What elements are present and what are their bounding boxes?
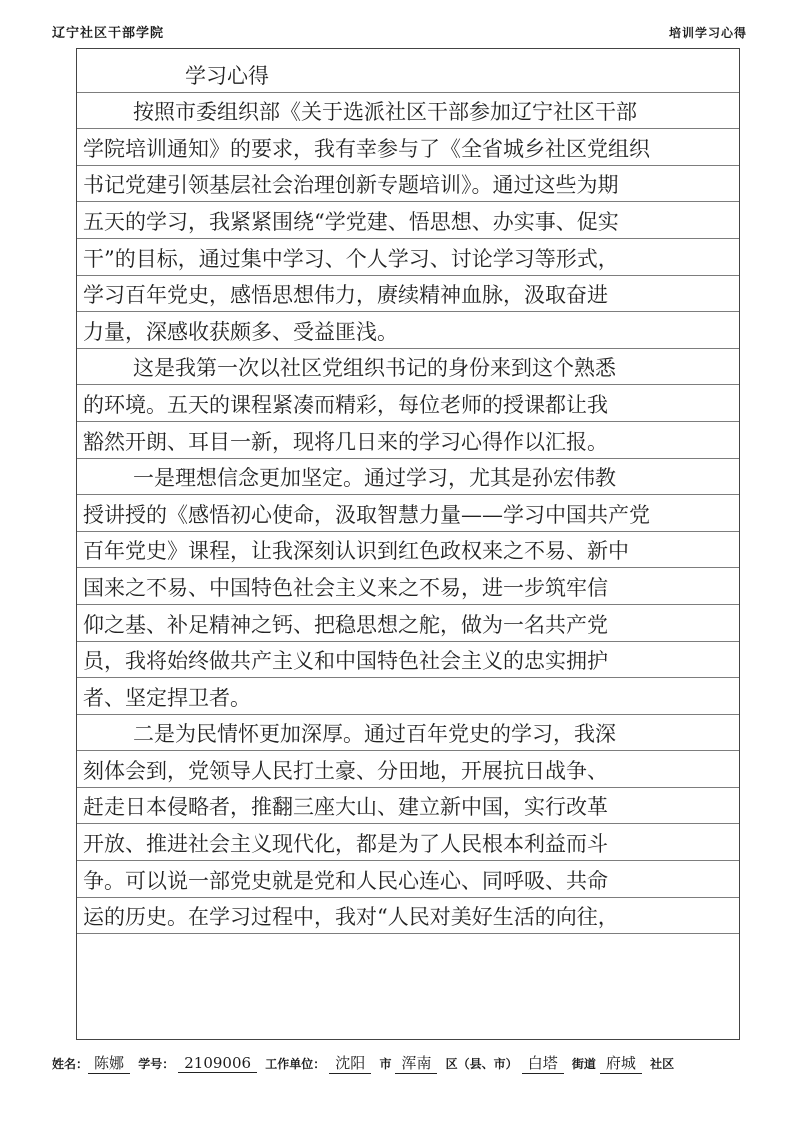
essay-line (77, 56, 739, 93)
essay-line-text: 员，我将始终做共产主义和中国特色社会主义的忠实拥护 (83, 649, 608, 674)
essay-line (77, 276, 739, 313)
essay-line-text: 一是理想信念更加坚定。通过学习，尤其是孙宏伟教 (133, 466, 616, 491)
essay-line-text: 豁然开朗、耳目一新，现将几日来的学习心得作以汇报。 (83, 429, 608, 454)
essay-line-text: 按照市委组织部《关于选派社区干部参加辽宁社区干部 (133, 100, 637, 125)
student-id-value: 2109006 (178, 1054, 257, 1073)
essay-line-text: 干”的目标，通过集中学习、个人学习、讨论学习等形式， (83, 246, 619, 271)
essay-line (77, 824, 739, 861)
essay-title: 学习心得 (185, 63, 269, 88)
essay-line-text: 这是我第一次以社区党组织书记的身份来到这个熟悉 (133, 356, 616, 381)
essay-line-text: 授讲授的《感悟初心使命，汲取智慧力量——学习中国共产党 (83, 502, 650, 527)
essay-line (77, 788, 739, 825)
essay-line-text: 者、坚定捍卫者。 (83, 685, 251, 710)
essay-line-text: 力量，深感收获颇多、受益匪浅。 (83, 319, 398, 344)
essay-line (77, 495, 739, 532)
essay-line (77, 459, 739, 496)
essay-line (77, 202, 739, 239)
street-value: 白塔 (522, 1052, 564, 1074)
name-value: 陈娜 (88, 1052, 130, 1074)
essay-line (77, 898, 739, 935)
essay-line (77, 312, 739, 349)
essay-line-text: 百年党史》课程，让我深刻认识到红色政权来之不易、新中 (83, 539, 629, 564)
city-label: 市 (379, 1057, 392, 1071)
student-id-label: 学号： (138, 1057, 175, 1071)
essay-line-text: 国来之不易、中国特色社会主义来之不易，进一步筑牢信 (83, 575, 608, 600)
essay-line-text: 二是为民情怀更加深厚。通过百年党史的学习，我深 (133, 722, 616, 747)
city-value: 沈阳 (329, 1052, 371, 1074)
essay-line (77, 385, 739, 422)
essay-line-text: 五天的学习，我紧紧围绕“学党建、悟思想、办实事、促实 (83, 209, 619, 234)
essay-line (77, 93, 739, 130)
essay-line (77, 861, 739, 898)
document-type: 培训学习心得 (668, 26, 747, 40)
essay-line-text: 开放、推进社会主义现代化，都是为了人民根本利益而斗 (83, 832, 608, 857)
institution-name: 辽宁社区干部学院 (52, 26, 165, 41)
essay-line-text: 学习百年党史，感悟思想伟力，赓续精神血脉，汲取奋进 (83, 283, 608, 308)
community-value: 府城 (600, 1052, 642, 1074)
essay-line-text: 书记党建引领基层社会治理创新专题培训》。通过这些为期 (83, 173, 619, 198)
essay-line (77, 532, 739, 569)
essay-line-text: 争。可以说一部党史就是党和人民心连心、同呼吸、共命 (83, 868, 608, 893)
essay-line-text: 仰之基、补足精神之钙、把稳思想之舵，做为一名共产党 (83, 612, 608, 637)
essay-line (77, 422, 739, 459)
essay-line (77, 166, 739, 203)
name-label: 姓名： (52, 1057, 89, 1071)
essay-line-text: 赶走日本侵略者，推翻三座大山、建立新中国，实行改革 (83, 795, 608, 820)
district-label: 区（县、市） (445, 1057, 518, 1071)
essay-line-text: 的环境。五天的课程紧凑而精彩，每位老师的授课都让我 (83, 392, 608, 417)
footer-info (52, 1052, 678, 1074)
work-unit-label: 工作单位： (265, 1057, 326, 1071)
essay-line-text: 运的历史。在学习过程中，我对“人民对美好生活的向往， (83, 905, 619, 930)
essay-line (77, 605, 739, 642)
essay-line-text: 刻体会到，党领导人民打土豪、分田地，开展抗日战争、 (83, 758, 608, 783)
essay-line (77, 751, 739, 788)
essay-line (77, 568, 739, 605)
essay-body (77, 56, 739, 934)
essay-line-text: 学院培训通知》的要求，我有幸参与了《全省城乡社区党组织 (83, 136, 650, 161)
essay-line (77, 642, 739, 679)
district-value: 浑南 (395, 1052, 437, 1074)
essay-line (77, 239, 739, 276)
essay-line (77, 349, 739, 386)
essay-line (77, 129, 739, 166)
community-label: 社区 (650, 1057, 675, 1071)
street-label: 街道 (571, 1057, 596, 1071)
essay-line (77, 715, 739, 752)
essay-line (77, 678, 739, 715)
essay-grid-paper (76, 48, 740, 1040)
